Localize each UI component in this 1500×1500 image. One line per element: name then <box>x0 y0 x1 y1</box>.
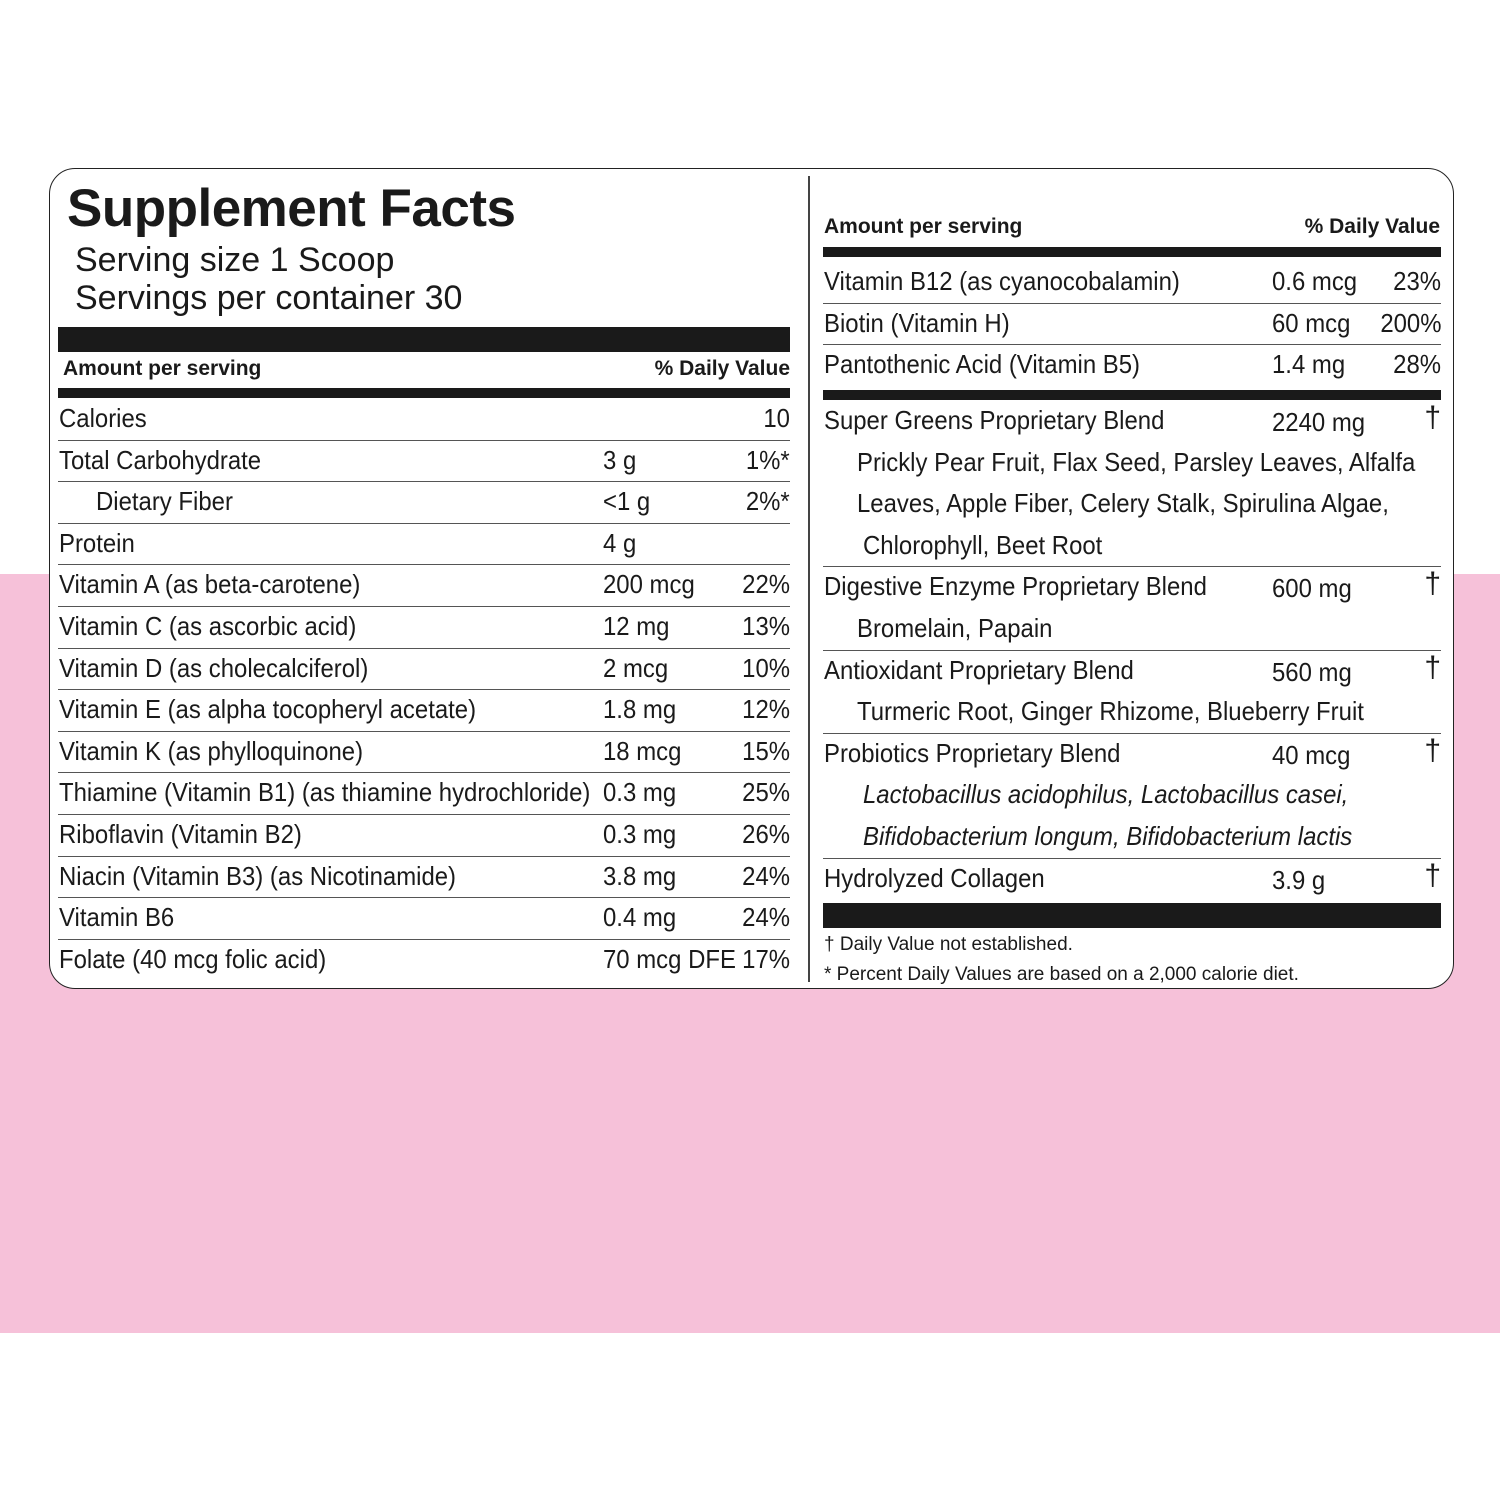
blend-amount: 40 mcg <box>1272 739 1351 770</box>
servings-per-container: Servings per container 30 <box>75 279 463 317</box>
blend-name: Hydrolyzed Collagen <box>824 862 1045 893</box>
blend-ingredients: Leaves, Apple Fiber, Celery Stalk, Spirulina Algae, <box>857 488 1389 519</box>
panel-title: Supplement Facts <box>67 179 516 238</box>
table-row <box>823 262 1441 304</box>
table-row <box>823 345 1441 387</box>
nutrient-name: Vitamin A (as beta-carotene) <box>59 569 361 600</box>
nutrient-amount: 60 mcg <box>1272 307 1351 338</box>
nutrient-name: Thiamine (Vitamin B1) (as thiamine hydrochloride) <box>59 777 591 808</box>
nutrient-daily-value: 26% <box>742 819 790 849</box>
nutrient-amount: 0.3 mg <box>603 777 677 808</box>
nutrient-name: Folate (40 mcg folic acid) <box>59 943 327 974</box>
nutrient-daily-value: 22% <box>742 569 790 600</box>
thick-rule-bottom <box>823 903 1441 928</box>
blend-block <box>823 401 1441 567</box>
nutrient-name: Dietary Fiber <box>96 486 233 517</box>
table-row <box>58 690 790 732</box>
nutrient-daily-value: 2%* <box>746 486 790 517</box>
nutrient-amount: 0.4 mg <box>603 902 677 933</box>
blend-amount: 3.9 g <box>1272 864 1326 895</box>
table-row <box>58 524 790 566</box>
nutrient-name: Vitamin C (as ascorbic acid) <box>59 611 357 641</box>
serving-size: Serving size 1 Scoop <box>75 241 395 279</box>
nutrient-daily-value: 28% <box>1393 349 1441 380</box>
nutrient-name: Niacin (Vitamin B3) (as Nicotinamide) <box>59 860 457 891</box>
nutrient-name: Vitamin B12 (as cyanocobalamin) <box>824 266 1180 296</box>
nutrient-name: Total Carbohydrate <box>59 444 262 475</box>
nutrient-name: Protein <box>59 527 135 558</box>
nutrient-amount: 3.8 mg <box>603 860 677 891</box>
blend-name: Antioxidant Proprietary Blend <box>824 654 1134 685</box>
blend-ingredients: Bromelain, Papain <box>857 612 1053 643</box>
nutrient-daily-value: 23% <box>1393 266 1441 296</box>
blend-ingredients: Turmeric Root, Ginger Rhizome, Blueberry Fruit <box>857 696 1364 727</box>
nutrient-daily-value: 17% <box>742 943 790 974</box>
medium-rule <box>58 388 790 398</box>
blend-ingredients: Prickly Pear Fruit, Flax Seed, Parsley Leaves, Alfalfa <box>857 446 1416 477</box>
footnote-dagger: † Daily Value not established. <box>824 934 1073 955</box>
dagger-mark: † <box>1424 650 1441 684</box>
daily-value-header-right: % Daily Value <box>1304 215 1440 238</box>
table-row <box>58 815 790 857</box>
thick-rule <box>58 327 790 352</box>
nutrient-amount: 18 mcg <box>603 735 682 766</box>
nutrient-amount: 12 mg <box>603 611 670 641</box>
nutrient-amount: 0.3 mg <box>603 819 677 849</box>
table-row <box>58 732 790 774</box>
table-row <box>58 607 790 649</box>
blend-amount: 2240 mg <box>1272 407 1366 437</box>
nutrient-name: Vitamin D (as cholecalciferol) <box>59 652 369 683</box>
nutrient-amount: 2 mcg <box>603 652 669 683</box>
nutrient-amount: 1.4 mg <box>1272 349 1346 380</box>
nutrient-amount: <1 g <box>603 486 651 517</box>
table-row <box>58 649 790 691</box>
nutrient-daily-value: 24% <box>742 860 790 891</box>
nutrient-daily-value: 10 <box>763 403 790 433</box>
medium-rule-blends <box>823 390 1441 400</box>
nutrient-daily-value: 10% <box>742 652 790 683</box>
table-row <box>58 565 790 607</box>
table-row <box>58 399 790 441</box>
dagger-mark: † <box>1424 567 1441 601</box>
table-row <box>58 482 790 524</box>
dagger-mark: † <box>1424 733 1441 767</box>
table-row <box>58 940 790 982</box>
table-row <box>58 857 790 899</box>
column-divider <box>808 176 810 982</box>
blend-ingredients: Bifidobacterium longum, Bifidobacterium lactis <box>863 820 1353 851</box>
nutrient-amount: 1.8 mg <box>603 694 677 725</box>
blend-name: Probiotics Proprietary Blend <box>824 737 1121 768</box>
nutrient-daily-value: 25% <box>742 777 790 808</box>
amount-per-serving-header-right: Amount per serving <box>824 215 1023 238</box>
table-row <box>823 304 1441 346</box>
blend-amount: 600 mg <box>1272 573 1352 604</box>
daily-value-header: % Daily Value <box>654 357 790 380</box>
blend-block <box>823 734 1441 859</box>
nutrient-daily-value: 1%* <box>746 444 790 475</box>
nutrient-name: Vitamin B6 <box>59 902 175 933</box>
nutrient-name: Riboflavin (Vitamin B2) <box>59 819 302 849</box>
nutrient-daily-value: 24% <box>742 902 790 933</box>
dagger-mark: † <box>1424 858 1441 892</box>
medium-rule-right <box>823 247 1441 257</box>
blend-name: Digestive Enzyme Proprietary Blend <box>824 571 1207 602</box>
blend-ingredients: Lactobacillus acidophilus, Lactobacillus casei, <box>863 779 1349 810</box>
nutrient-daily-value: 200% <box>1379 307 1441 338</box>
nutrient-amount: 0.6 mcg <box>1272 266 1358 296</box>
nutrient-name: Calories <box>59 403 147 433</box>
footnote-asterisk: * Percent Daily Values are based on a 2,000 calorie diet. <box>824 964 1299 985</box>
nutrient-amount: 70 mcg DFE <box>603 943 736 974</box>
nutrient-daily-value: 12% <box>742 694 790 725</box>
table-row <box>58 898 790 940</box>
nutrient-amount: 4 g <box>603 527 637 558</box>
nutrient-amount: 200 mcg <box>603 569 695 600</box>
blend-block <box>823 859 1441 901</box>
blend-ingredients: Chlorophyll, Beet Root <box>863 529 1103 560</box>
nutrient-amount: 3 g <box>603 444 637 475</box>
nutrient-daily-value: 15% <box>742 735 790 766</box>
blend-block <box>823 651 1441 734</box>
nutrient-name: Vitamin K (as phylloquinone) <box>59 735 364 766</box>
nutrient-name: Pantothenic Acid (Vitamin B5) <box>824 349 1141 380</box>
blend-amount: 560 mg <box>1272 656 1352 687</box>
blend-name: Super Greens Proprietary Blend <box>824 405 1165 435</box>
table-row <box>58 773 790 815</box>
table-row <box>58 441 790 483</box>
amount-per-serving-header: Amount per serving <box>63 357 262 380</box>
nutrient-name: Vitamin E (as alpha tocopheryl acetate) <box>59 694 477 725</box>
nutrient-name: Biotin (Vitamin H) <box>824 307 1010 338</box>
blend-block <box>823 567 1441 650</box>
dagger-mark: † <box>1424 401 1441 434</box>
nutrient-daily-value: 13% <box>742 611 790 641</box>
